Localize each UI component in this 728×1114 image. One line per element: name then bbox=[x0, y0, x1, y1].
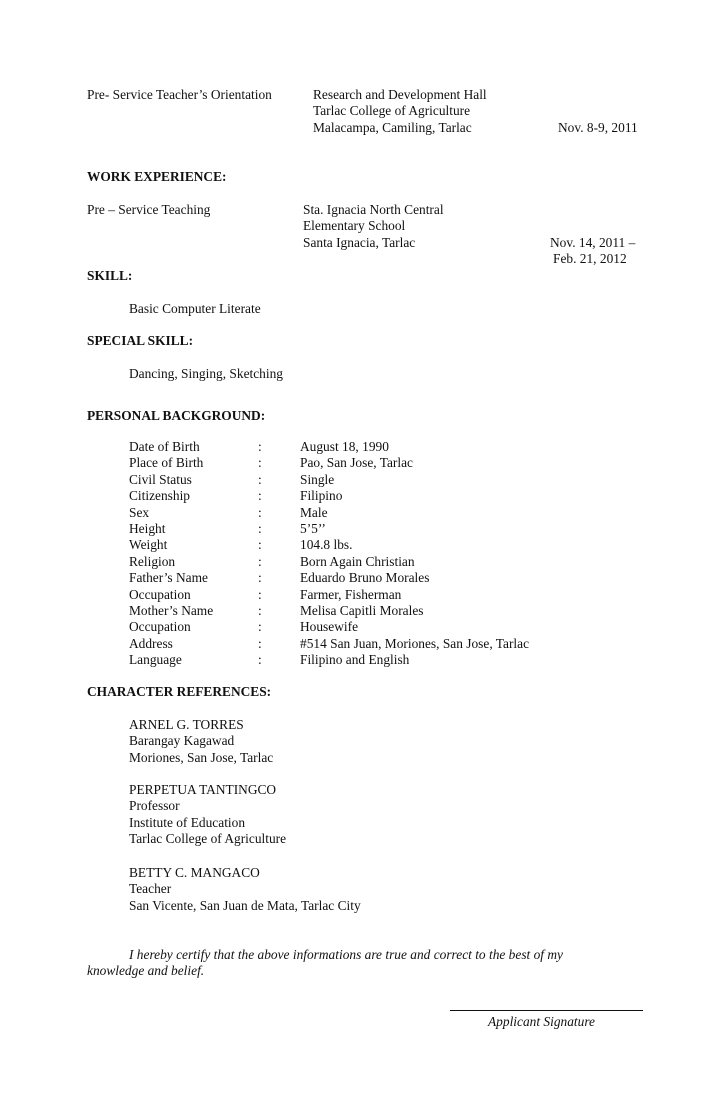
personal-value: Melisa Capitli Morales bbox=[300, 603, 424, 618]
personal-separator: : bbox=[258, 471, 262, 487]
work-school bbox=[303, 202, 444, 251]
character-references-heading: CHARACTER REFERENCES: bbox=[87, 684, 272, 699]
personal-separator: : bbox=[258, 455, 262, 471]
reference-3 bbox=[129, 865, 361, 914]
personal-label: Place of Birth bbox=[129, 455, 204, 471]
reference-name: PERPETUA TANTINGCO bbox=[129, 782, 277, 797]
personal-value: Eduardo Bruno Morales bbox=[300, 570, 430, 586]
personal-separator: : bbox=[258, 439, 262, 454]
reference-line: Professor bbox=[129, 798, 180, 814]
seminar-title: Pre- Service Teacher’s Orientation bbox=[87, 87, 272, 102]
personal-separator: : bbox=[258, 504, 262, 520]
personal-separator: : bbox=[258, 488, 262, 504]
personal-label: Occupation bbox=[129, 619, 191, 635]
personal-label: Address bbox=[129, 635, 173, 651]
personal-label: Father’s Name bbox=[129, 570, 208, 586]
special-skill-value: Dancing, Singing, Sketching bbox=[129, 366, 283, 381]
work-dates bbox=[550, 235, 635, 268]
personal-label: Weight bbox=[129, 537, 168, 553]
personal-value: Pao, San Jose, Tarlac bbox=[300, 455, 413, 471]
personal-value: Male bbox=[300, 504, 328, 520]
reference-line: Moriones, San Jose, Tarlac bbox=[129, 749, 274, 765]
work-position: Pre – Service Teaching bbox=[87, 202, 211, 217]
personal-separator: : bbox=[258, 586, 262, 602]
personal-label: Religion bbox=[129, 553, 176, 569]
school-line: Sta. Ignacia North Central bbox=[303, 202, 444, 217]
work-date-line: Feb. 21, 2012 bbox=[553, 251, 627, 267]
reference-name: ARNEL G. TORRES bbox=[129, 717, 244, 732]
special-skill-heading: SPECIAL SKILL: bbox=[87, 333, 194, 348]
personal-label: Sex bbox=[129, 504, 150, 520]
personal-value: 104.8 lbs. bbox=[300, 537, 353, 553]
personal-value: Farmer, Fisherman bbox=[300, 586, 402, 602]
personal-separator: : bbox=[258, 521, 262, 536]
personal-label: Date of Birth bbox=[129, 439, 200, 454]
personal-label: Mother’s Name bbox=[129, 603, 214, 618]
reference-1 bbox=[129, 717, 273, 766]
personal-value: Born Again Christian bbox=[300, 553, 415, 569]
reference-line: Tarlac College of Agriculture bbox=[129, 831, 287, 847]
certification-line-1: I hereby certify that the above informations are true and correct to the best of my bbox=[129, 947, 563, 962]
venue-line: Research and Development Hall bbox=[313, 87, 487, 102]
personal-label: Height bbox=[129, 521, 166, 536]
signature-line bbox=[450, 1010, 643, 1011]
personal-separator: : bbox=[258, 603, 262, 618]
personal-value: 5’5’’ bbox=[300, 521, 326, 536]
personal-label: Civil Status bbox=[129, 471, 192, 487]
seminar-venue bbox=[313, 87, 487, 136]
personal-separator: : bbox=[258, 537, 262, 553]
venue-line: Malacampa, Camiling, Tarlac bbox=[313, 119, 472, 135]
venue-line: Tarlac College of Agriculture bbox=[313, 103, 471, 119]
personal-label: Citizenship bbox=[129, 488, 190, 504]
personal-value: Filipino and English bbox=[300, 652, 410, 668]
personal-value: August 18, 1990 bbox=[300, 439, 389, 454]
skill-heading: SKILL: bbox=[87, 268, 133, 283]
personal-value: #514 San Juan, Moriones, San Jose, Tarlac bbox=[300, 635, 530, 651]
reference-line: Barangay Kagawad bbox=[129, 733, 235, 749]
reference-line: Institute of Education bbox=[129, 814, 246, 830]
skill-value: Basic Computer Literate bbox=[129, 301, 261, 316]
personal-value: Housewife bbox=[300, 619, 359, 635]
personal-value: Filipino bbox=[300, 488, 343, 504]
personal-value: Single bbox=[300, 471, 335, 487]
school-line: Elementary School bbox=[303, 218, 406, 234]
reference-line: Teacher bbox=[129, 881, 172, 897]
seminar-date: Nov. 8-9, 2011 bbox=[558, 120, 638, 135]
personal-label: Occupation bbox=[129, 586, 191, 602]
work-experience-heading: WORK EXPERIENCE: bbox=[87, 169, 227, 184]
signature-label: Applicant Signature bbox=[488, 1014, 595, 1029]
reference-name: BETTY C. MANGACO bbox=[129, 865, 260, 880]
certification-line-2: knowledge and belief. bbox=[87, 963, 205, 978]
reference-2 bbox=[129, 782, 286, 848]
personal-separator: : bbox=[258, 619, 262, 635]
personal-separator: : bbox=[258, 553, 262, 569]
personal-separator: : bbox=[258, 570, 262, 586]
work-date-line: Nov. 14, 2011 – bbox=[550, 235, 636, 250]
personal-label: Language bbox=[129, 652, 182, 668]
reference-line: San Vicente, San Juan de Mata, Tarlac City bbox=[129, 897, 361, 913]
personal-background-heading: PERSONAL BACKGROUND: bbox=[87, 408, 266, 423]
personal-separator: : bbox=[258, 652, 262, 668]
personal-separator: : bbox=[258, 635, 262, 651]
school-line: Santa Ignacia, Tarlac bbox=[303, 234, 416, 250]
